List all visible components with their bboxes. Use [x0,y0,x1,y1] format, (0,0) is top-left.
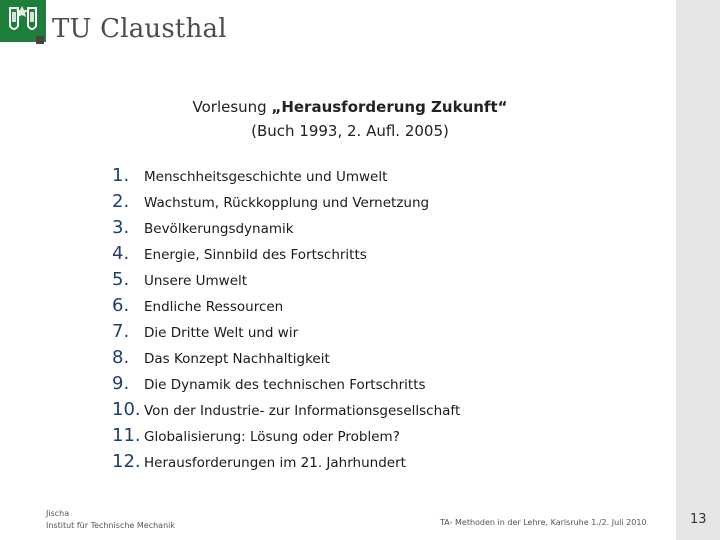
footer-author-block [46,508,175,532]
item-text: Das Konzept Nachhaltigkeit [144,351,330,367]
item-text: Wachstum, Rückkopplung und Vernetzung [144,195,430,211]
right-sidebar-strip [676,0,720,540]
list-item [112,165,460,191]
list-item [112,451,460,477]
list-item [112,347,460,373]
item-text: Endliche Ressourcen [144,299,284,315]
footer-institute: Institut für Technische Mechanik [46,521,175,530]
item-text: Energie, Sinnbild des Fortschritts [144,247,367,263]
item-number: 4. [112,243,130,264]
list-item [112,399,460,425]
list-item [112,217,460,243]
agenda-list [112,165,460,477]
title-prefix: Vorlesung [192,98,272,116]
item-number: 8. [112,347,130,368]
logo-accent-square [36,36,44,44]
page-number: 13 [690,512,707,527]
item-text: Unsere Umwelt [144,273,248,289]
list-item [112,191,460,217]
list-item [112,295,460,321]
item-text: Globalisierung: Lösung oder Problem? [144,429,400,445]
slide-title [120,95,580,143]
list-item [112,321,460,347]
footer-author: Jischa [46,509,70,518]
title-bold: „Herausforderung Zukunft“ [271,98,508,116]
item-number: 10. [112,399,141,420]
item-text: Herausforderungen im 21. Jahrhundert [144,455,406,471]
list-item [112,425,460,451]
item-number: 5. [112,269,130,290]
list-item [112,373,460,399]
item-text: Bevölkerungsdynamik [144,221,294,237]
item-text: Menschheitsgeschichte und Umwelt [144,169,388,185]
item-number: 9. [112,373,130,394]
item-text: Die Dritte Welt und wir [144,325,299,341]
item-number: 3. [112,217,130,238]
item-number: 1. [112,165,130,186]
item-number: 11. [112,425,141,446]
list-item [112,243,460,269]
item-text: Von der Industrie- zur Informationsgesellschaft [144,403,461,419]
item-number: 2. [112,191,130,212]
footer-event: TA- Methoden in der Lehre, Karlsruhe 1./2. Juli 2010 [440,518,647,527]
institution-name: TU Clausthal [52,14,227,44]
title-subtitle: (Buch 1993, 2. Aufl. 2005) [251,122,449,140]
item-text: Die Dynamik des technischen Fortschritts [144,377,426,393]
item-number: 6. [112,295,130,316]
list-item [112,269,460,295]
item-number: 12. [112,451,141,472]
title-line [120,95,580,119]
item-number: 7. [112,321,130,342]
